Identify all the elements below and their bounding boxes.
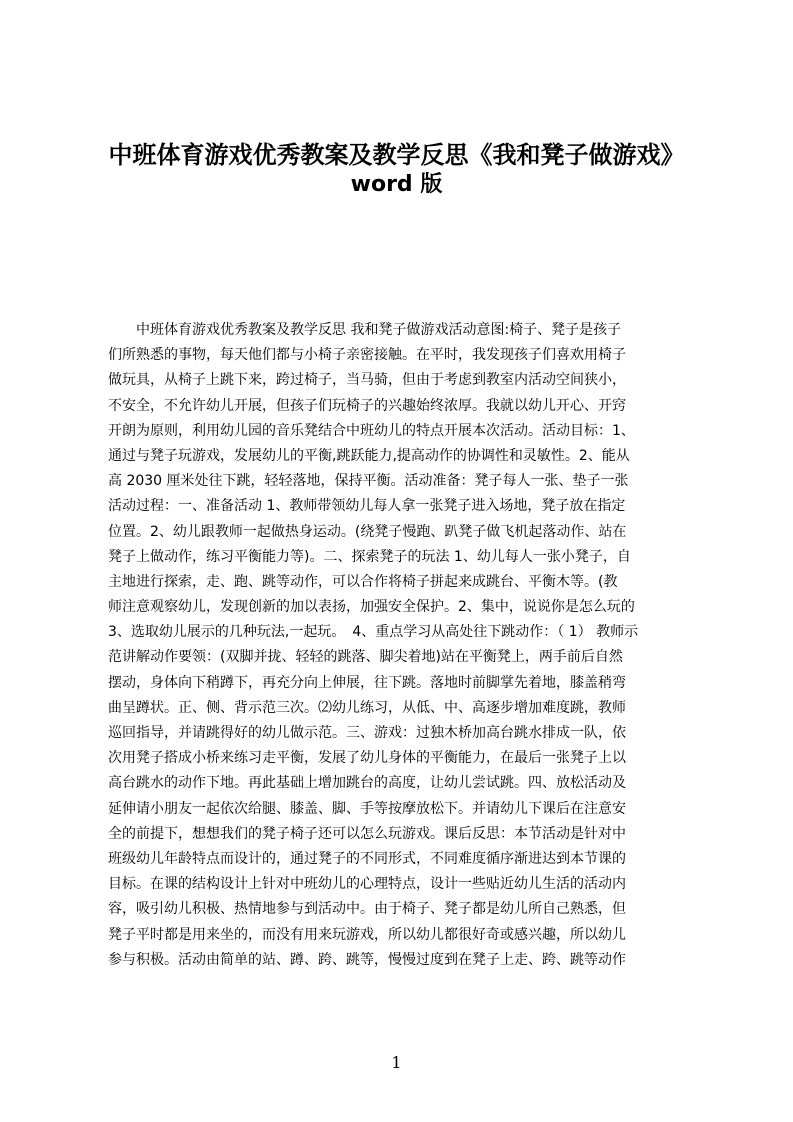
body-line: 凳子上做动作，练习平衡能力等)。二、探索凳子的玩法 1、幼儿每人一张小凳子，自 — [108, 548, 631, 565]
body-line: 目标。在课的结构设计上针对中班幼儿的心理特点，设计一些贴近幼儿生活的活动内 — [108, 876, 626, 893]
body-line: 摆动，身体向下稍蹲下，再充分向上伸展，往下跳。落地时前脚掌先着地，膝盖稍弯 — [108, 674, 626, 691]
body-line: 全的前提下，想想我们的凳子椅子还可以怎么玩游戏。课后反思：本节活动是针对中 — [108, 825, 626, 842]
body-line: 位置。2、幼儿跟教师一起做热身运动。(绕凳子慢跑、趴凳子做飞机起落动作、站在 — [108, 523, 627, 540]
body-line: 3、选取幼儿展示的几种玩法,一起玩。 4、重点学习从高处往下跳动作：（ 1） 教师示 — [108, 624, 639, 641]
body-line: 高台跳水的动作下地。再此基础上增加跳台的高度，让幼儿尝试跳。四、放松活动及 — [108, 775, 626, 792]
body-line: 们所熟悉的事物，每天他们都与小椅子亲密接触。在平时，我发现孩子们喜欢用椅子 — [108, 347, 626, 364]
body-line: 通过与凳子玩游戏，发展幼儿的平衡,跳跃能力,提高动作的协调性和灵敏性。2、能从 — [108, 447, 630, 464]
body-line: 中班体育游戏优秀教案及教学反思 我和凳子做游戏活动意图:椅子、凳子是孩子 — [108, 322, 622, 338]
body-line: 高 2030 厘米处往下跳，轻轻落地，保持平衡。活动准备：凳子每人一张、垫子一张 — [108, 473, 629, 490]
body-line: 参与积极。活动由简单的站、蹲、跨、跳等，慢慢过度到在凳子上走、跨、跳等动作 — [108, 951, 626, 968]
document-body — [108, 318, 699, 973]
document-title-suffix: word 版 — [350, 172, 443, 197]
document-title: 中班体育游戏优秀教案及教学反思《我和凳子做游戏》 — [108, 141, 685, 169]
body-line: 开朗为原则，利用幼儿园的音乐凳结合中班幼儿的特点开展本次活动。活动目标：1、 — [108, 422, 635, 439]
body-line: 范讲解动作要领：(双脚并拢、轻轻的跳落、脚尖着地)站在平衡凳上，两手前后自然 — [108, 649, 623, 666]
body-line: 凳子平时都是用来坐的，而没有用来玩游戏，所以幼儿都很好奇或感兴趣，所以幼儿 — [108, 926, 626, 943]
page-number: 1 — [391, 1053, 402, 1072]
body-line: 活动过程：一、准备活动 1、教师带领幼儿每人拿一张凳子进入场地，凳子放在指定 — [108, 498, 626, 515]
body-line: 延伸请小朋友一起依次给腿、膝盖、脚、手等按摩放松下。并请幼儿下课后在注意安 — [108, 800, 626, 817]
body-line: 主地进行探索，走、跑、跳等动作，可以合作将椅子拼起来成跳台、平衡木等。(教 — [108, 573, 618, 590]
body-line: 巡回指导，并请跳得好的幼儿做示范。三、游戏：过独木桥加高台跳水排成一队，依 — [108, 725, 626, 741]
body-line: 不安全，不允许幼儿开展，但孩子们玩椅子的兴趣始终浓厚。我就以幼儿开心、开窍 — [108, 397, 626, 414]
body-line: 班级幼儿年龄特点而设计的，通过凳子的不同形式，不同难度循序渐进达到本节课的 — [108, 850, 626, 867]
body-line: 容，吸引幼儿积极、热情地参与到活动中。由于椅子、凳子都是幼儿所自己熟悉，但 — [108, 901, 626, 918]
body-line: 师注意观察幼儿，发现创新的加以表扬，加强安全保护。2、集中，说说你是怎么玩的 — [108, 599, 635, 616]
body-line: 做玩具，从椅子上跳下来，跨过椅子，当马骑，但由于考虑到教室内活动空间狭小， — [108, 372, 626, 389]
body-line: 曲呈蹲状。正、侧、背示范三次。⑵幼儿练习，从低、中、高逐步增加难度跳，教师 — [108, 699, 626, 716]
body-line: 次用凳子搭成小桥来练习走平衡，发展了幼儿身体的平衡能力，在最后一张凳子上以 — [108, 750, 626, 767]
